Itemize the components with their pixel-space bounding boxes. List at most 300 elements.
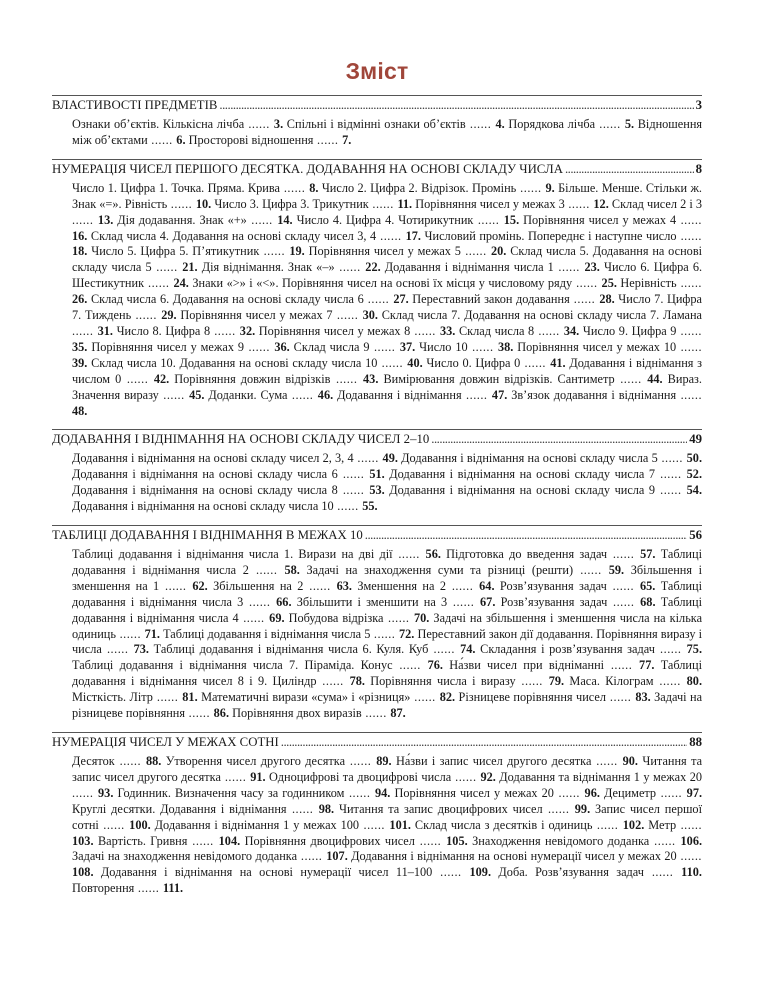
lesson-title: Додавання і віднімання на основі складу числа 8 (72, 483, 338, 498)
lesson-title: Склад числа 6. Додавання на основі складу числа 6 (90, 292, 364, 307)
lesson-dot-leader: ...... (98, 817, 130, 832)
lesson-dot-leader: ...... (244, 339, 275, 354)
lesson-page-number: 96. (584, 785, 600, 800)
lesson-dot-leader: ...... (370, 626, 399, 641)
lesson-title: Більше. Менше. Стільки ж. Знак «=». Рівність (72, 180, 703, 211)
lesson-entry[interactable] (72, 181, 318, 195)
lesson-dot-leader: ...... (220, 769, 251, 784)
lesson-title: Порівняння чисел у межах 8 (258, 323, 411, 338)
lesson-page-number: 107. (326, 849, 348, 864)
lesson-page-number: 15. (503, 212, 520, 227)
lesson-dot-leader: ...... (607, 594, 641, 609)
lesson-entry[interactable] (72, 849, 348, 863)
lesson-entry[interactable] (72, 754, 161, 768)
lesson-dot-leader: ...... (316, 674, 350, 689)
lesson-title: Порівняння чисел у межах 9 (91, 339, 245, 354)
lesson-entry[interactable] (415, 818, 644, 832)
dot-leader (365, 528, 687, 543)
lesson-title: Таблиці додавання і віднімання числа 7. Піраміда. Конус (72, 658, 393, 673)
lesson-title: Підготовка до введення задач (446, 547, 608, 562)
lesson-title: Збільшення і зменшення на 1 (72, 562, 703, 593)
lesson-page-number: 14. (277, 212, 293, 227)
lesson-title: Запис чисел першої сотні (72, 801, 702, 832)
lesson-entry[interactable] (480, 642, 702, 656)
lesson-entry[interactable] (72, 881, 183, 895)
lesson-page-number: 56. (425, 547, 441, 562)
lesson-entry[interactable] (446, 547, 655, 561)
lesson-entry[interactable] (412, 292, 614, 306)
lesson-page-number: 101. (389, 817, 411, 832)
lesson-title: Порівняння двох виразів (232, 706, 362, 721)
lesson-title: Число 1. Цифра 1. Точка. Пряма. Крива (72, 180, 280, 195)
lesson-title: Порівняння двоцифрових чисел (244, 833, 415, 848)
lesson-entry[interactable] (72, 467, 385, 481)
lesson-dot-leader: ...... (516, 180, 546, 195)
lesson-title: Задачі на різницеве порівняння (72, 690, 703, 721)
lesson-title: Число 5. Цифра 5. П’ятикутник (91, 244, 260, 259)
lesson-title: Додавання і віднімання на основі нумерації чисел у межах 20 (351, 849, 677, 864)
lesson-title: Склад числа 5. Додавання на основі складу числа 5 (72, 244, 703, 275)
lesson-entry[interactable] (322, 181, 555, 195)
lesson-dot-leader: ...... (131, 308, 162, 323)
lesson-page-number: 37. (399, 339, 416, 354)
lesson-entry[interactable] (202, 260, 381, 274)
lesson-dot-leader: ...... (159, 578, 193, 593)
lesson-dot-leader: ...... (465, 117, 496, 131)
lesson-page-number: 91. (250, 769, 266, 784)
lesson-page-number: 74. (460, 642, 476, 657)
lesson-dot-leader: ...... (158, 387, 190, 402)
lesson-title: Порівняння довжин відрізків (174, 371, 331, 386)
lesson-title: Число 0. Цифра 0 (426, 355, 521, 370)
lesson-entry[interactable] (389, 467, 702, 481)
lesson-dot-leader: ...... (676, 817, 703, 832)
lesson-page-number: 100. (129, 817, 151, 832)
lesson-entry[interactable] (245, 834, 468, 848)
section-page-number: 56 (689, 528, 702, 543)
section-heading[interactable] (52, 162, 702, 177)
lesson-entry[interactable] (415, 197, 609, 211)
lesson-dot-leader: ...... (676, 339, 703, 354)
lesson-title: Додавання і віднімання на основі складу числа 10 (72, 499, 334, 514)
lesson-page-number: 82. (439, 690, 456, 705)
lesson-entry[interactable] (389, 483, 702, 497)
lesson-title: Задачі на збільшення і зменшення числа на кілька одиниць (72, 610, 703, 641)
lesson-entry[interactable] (117, 324, 256, 338)
lesson-entry[interactable] (154, 642, 476, 656)
lesson-dot-leader: ...... (368, 196, 398, 211)
section-title: НУМЕРАЦІЯ ЧИСЕЛ ПЕРШОГО ДЕСЯТКА. ДОДАВАННЯ НА ОСНОВІ СКЛАДУ ЧИСЛА (52, 161, 563, 176)
lesson-page-number: 81. (182, 690, 198, 705)
lesson-entry[interactable] (306, 563, 624, 577)
section-page-number: 88 (689, 735, 702, 749)
lesson-dot-leader: ...... (564, 196, 594, 211)
lesson-page-number: 89. (376, 754, 392, 768)
lesson-dot-leader: ...... (445, 578, 480, 593)
lesson-page-number: 92. (480, 769, 496, 784)
lesson-title: Маса. Кілограм (569, 674, 654, 689)
lesson-entry[interactable] (426, 356, 565, 370)
lesson-dot-leader: ...... (676, 849, 702, 864)
lesson-page-number: 16. (72, 228, 88, 243)
lesson-page-number: 9. (545, 180, 555, 195)
lesson-page-number: 103. (72, 833, 94, 848)
lesson-title: Місткість. Літр (72, 690, 153, 705)
section-heading[interactable] (52, 735, 702, 750)
lesson-dot-leader: ...... (614, 371, 648, 386)
lesson-entry[interactable] (72, 499, 378, 513)
lesson-page-number: 19. (289, 244, 305, 259)
lesson-page-number: 13. (97, 212, 114, 227)
lesson-title: Побудова відрізка (288, 610, 384, 625)
lesson-page-number: 110. (681, 865, 702, 880)
lesson-entry[interactable] (459, 690, 651, 704)
lesson-title: Число 6. Цифра 6. Шестикутник (72, 260, 703, 291)
lesson-page-number: 40. (407, 355, 423, 370)
lesson-page-number: 54. (686, 483, 703, 498)
lesson-dot-leader: ...... (121, 371, 154, 386)
lesson-page-number: 48. (72, 403, 88, 418)
lesson-dot-leader: ...... (653, 674, 687, 689)
section-page-number: 8 (695, 161, 702, 176)
lesson-page-number: 52. (686, 467, 703, 482)
lesson-dot-leader: ...... (606, 578, 640, 593)
lesson-title: Математичні вирази «сума» і «різниця» (201, 690, 411, 705)
lesson-dot-leader: ...... (185, 706, 214, 721)
section-title: ВЛАСТИВОСТІ ПРЕДМЕТІВ (52, 98, 218, 112)
lesson-title: Задачі на знаходження невідомого доданка (72, 849, 298, 864)
lesson-dot-leader: ...... (515, 674, 549, 689)
lesson-entry[interactable] (91, 229, 421, 243)
lesson-entry[interactable] (180, 308, 378, 322)
lesson-page-number: 58. (284, 562, 300, 577)
lesson-entry[interactable] (508, 117, 634, 131)
lesson-dot-leader: ...... (460, 244, 491, 259)
lesson-title: Утворення чисел другого десятка (165, 754, 346, 768)
lesson-page-number: 42. (153, 371, 170, 386)
section-title: ДОДАВАННЯ І ВІДНІМАННЯ НА ОСНОВІ СКЛАДУ ЧИСЕЛ 2–10 (52, 432, 430, 447)
lesson-entry[interactable] (297, 595, 496, 609)
lesson-dot-leader: ...... (392, 658, 428, 673)
lesson-dot-leader: ...... (520, 355, 551, 370)
lesson-entry[interactable] (72, 802, 334, 816)
lesson-entry[interactable] (72, 451, 398, 465)
lesson-entry[interactable] (166, 754, 392, 768)
lesson-title: Число 10 (419, 339, 468, 354)
lesson-title: Зменшення на 2 (357, 578, 446, 593)
dot-leader (431, 432, 687, 447)
lesson-entry[interactable] (339, 802, 590, 816)
lesson-dot-leader: ...... (238, 610, 270, 625)
lesson-page-number: 71. (144, 626, 160, 641)
lesson-entry[interactable] (289, 611, 430, 625)
lesson-page-number: 28. (599, 292, 615, 307)
lesson-dot-leader: ...... (248, 562, 285, 577)
lesson-dot-leader: ...... (542, 801, 575, 816)
lesson-dot-leader: ...... (344, 785, 375, 800)
lesson-dot-leader: ...... (303, 578, 337, 593)
lesson-entry[interactable] (91, 356, 423, 370)
lesson-entry[interactable] (98, 834, 240, 848)
lesson-page-number: 109. (469, 865, 492, 880)
lesson-dot-leader: ...... (144, 276, 174, 291)
lesson-dot-leader: ...... (337, 483, 370, 498)
lesson-dot-leader: ...... (676, 387, 703, 402)
section-title: НУМЕРАЦІЯ ЧИСЕЛ У МЕЖАХ СОТНІ (52, 735, 279, 749)
lesson-title: Складання і розв’язування задач (480, 642, 655, 657)
lesson-entry[interactable] (385, 260, 600, 274)
lesson-dot-leader: ...... (363, 292, 394, 307)
toc-section (52, 95, 702, 149)
section-page-number: 49 (689, 432, 702, 447)
lesson-page-number: 41. (550, 355, 566, 370)
lesson-page-number: 94. (375, 785, 391, 800)
lesson-title: Таблиці додавання і віднімання числа 5 (163, 626, 371, 641)
section-heading[interactable] (52, 432, 702, 447)
lesson-page-number: 6. (176, 132, 186, 147)
lesson-page-number: 63. (336, 578, 352, 593)
section-lessons (72, 547, 702, 722)
lesson-entry[interactable] (163, 627, 414, 641)
lesson-page-number: 20. (490, 244, 507, 259)
lesson-page-number: 69. (269, 610, 285, 625)
lesson-page-number: 8. (309, 180, 319, 195)
lesson-dot-leader: ...... (332, 308, 363, 323)
lesson-title: Додавання і віднімання на основі нумерації чисел 11–100 (100, 865, 433, 880)
lesson-dot-leader: ...... (72, 212, 98, 227)
lesson-entry[interactable] (72, 483, 385, 497)
lesson-title: Число 7. Цифра 7. Тиждень (72, 292, 702, 323)
lesson-title: Годинник. Визначення часу за годинником (117, 785, 345, 800)
dot-leader (565, 162, 694, 177)
lesson-entry[interactable] (214, 197, 412, 211)
lesson-entry[interactable] (569, 674, 702, 688)
lesson-page-number: 43. (363, 371, 379, 386)
lesson-dot-leader: ...... (592, 817, 623, 832)
lesson-dot-leader: ...... (152, 690, 183, 705)
lesson-entry[interactable] (297, 213, 520, 227)
lesson-entry[interactable] (459, 324, 579, 338)
section-lessons (72, 181, 702, 420)
lesson-title: Порівняння чисел у межах 4 (523, 212, 677, 227)
lesson-title: Десяток (72, 754, 115, 768)
lesson-dot-leader: ...... (676, 323, 702, 338)
lesson-dot-leader: ...... (534, 323, 564, 338)
lesson-page-number: 29. (161, 308, 177, 323)
lesson-entry[interactable] (192, 276, 617, 290)
lesson-page-number: 38. (497, 339, 514, 354)
lesson-entry[interactable] (155, 818, 411, 832)
lesson-entry[interactable] (269, 770, 496, 784)
lesson-entry[interactable] (201, 690, 455, 704)
lesson-dot-leader: ...... (334, 260, 366, 275)
lesson-page-number: 106. (680, 833, 703, 848)
lesson-page-number: 88. (145, 754, 162, 768)
section-heading[interactable] (52, 98, 702, 113)
lesson-title: Задачі на знаходження суми та різниці (решти) (306, 562, 574, 577)
lesson-entry[interactable] (498, 865, 702, 879)
lesson-entry[interactable] (294, 340, 416, 354)
lesson-title: Повторення (72, 881, 135, 896)
lesson-entry[interactable] (604, 786, 702, 800)
lesson-title: Таблиці додавання і віднімання числа 1. Вирази на дві дії (72, 547, 393, 562)
lesson-page-number: 77. (639, 658, 655, 673)
lesson-entry[interactable] (72, 547, 441, 561)
lesson-title: Таблиці додавання і віднімання числа 2 (72, 547, 703, 577)
lesson-page-number: 22. (365, 260, 381, 275)
lesson-dot-leader: ...... (604, 658, 640, 673)
lesson-title: Число 3. Цифра 3. Трикутник (214, 196, 369, 211)
lesson-dot-leader: ...... (167, 196, 196, 211)
lesson-entry[interactable] (232, 706, 406, 720)
lesson-entry[interactable] (357, 579, 494, 593)
lesson-page-number: 99. (574, 801, 591, 816)
lesson-entry[interactable] (91, 244, 305, 258)
lesson-dot-leader: ...... (246, 212, 278, 227)
lesson-page-number: 87. (390, 706, 406, 721)
lesson-entry[interactable] (174, 372, 378, 386)
lesson-entry[interactable] (287, 117, 505, 131)
lesson-title: Таблиці додавання і віднімання числа 6. Куля. Куб (153, 642, 429, 657)
lesson-entry[interactable] (117, 213, 292, 227)
lesson-dot-leader: ...... (72, 323, 98, 338)
lesson-page-number: 50. (686, 451, 703, 466)
lesson-title: Нерівність (620, 276, 677, 291)
lesson-dot-leader: ...... (333, 499, 363, 514)
lesson-dot-leader: ...... (657, 451, 687, 466)
dot-leader (281, 735, 687, 750)
lesson-title: Доба. Розв’язування задач (498, 865, 644, 880)
lesson-dot-leader: ...... (451, 769, 481, 784)
lesson-dot-leader: ...... (676, 276, 703, 291)
lesson-entry[interactable] (501, 595, 656, 609)
lesson-dot-leader: ...... (361, 706, 391, 721)
lesson-entry[interactable] (449, 658, 654, 672)
lesson-title: На́зви і запис чисел другого десятка (395, 754, 592, 768)
lesson-dot-leader: ...... (297, 849, 327, 864)
lesson-title: Одноцифрові та двоцифрові числа (269, 769, 452, 784)
lesson-entry[interactable] (72, 658, 443, 672)
section-page-number: 3 (695, 98, 702, 112)
lesson-title: Ознаки об’єктів. Кількісна лічба (72, 117, 245, 131)
lesson-entry[interactable] (383, 372, 662, 386)
lesson-title: Порівняння чисел у межах 10 (517, 339, 677, 354)
lesson-title: Переставний закон дії додавання. Порівняння виразу і числа (72, 626, 703, 657)
lesson-entry[interactable] (401, 451, 702, 465)
lesson-title: Число 8. Цифра 8 (116, 323, 211, 338)
lesson-dot-leader: ...... (313, 132, 343, 147)
lesson-page-number: 4. (495, 117, 505, 131)
lesson-entry[interactable] (337, 388, 507, 402)
lesson-title: Додавання та віднімання 1 у межах 20 (499, 769, 702, 784)
lesson-page-number: 30. (362, 308, 378, 323)
lesson-entry[interactable] (370, 674, 564, 688)
lesson-page-number: 32. (239, 323, 256, 338)
lesson-dot-leader: ...... (114, 754, 146, 768)
lesson-entry[interactable] (72, 117, 283, 131)
lesson-page-number: 53. (369, 483, 385, 498)
lesson-page-number: 10. (195, 196, 212, 211)
lesson-entry[interactable] (101, 865, 491, 879)
lesson-page-number: 44. (647, 371, 663, 386)
lesson-dot-leader: ...... (643, 865, 682, 880)
lesson-page-number: 83. (635, 690, 651, 705)
sections-container (52, 95, 702, 897)
lesson-page-number: 36. (274, 339, 290, 354)
lesson-page-number: 93. (98, 785, 114, 800)
lesson-dot-leader: ...... (591, 754, 623, 768)
lesson-entry[interactable] (396, 754, 638, 768)
lesson-entry[interactable] (259, 324, 456, 338)
lesson-dot-leader: ...... (287, 387, 318, 402)
lesson-page-number: 34. (563, 323, 580, 338)
lesson-dot-leader: ...... (553, 785, 585, 800)
lesson-title: Додавання і віднімання на основі складу числа 5 (401, 451, 658, 466)
lesson-dot-leader: ...... (414, 833, 447, 848)
lesson-title: Різницеве порівняння чисел (458, 690, 606, 705)
lesson-page-number: 97. (686, 785, 703, 800)
lesson-title: Відношення між об’єктами (72, 117, 703, 147)
lesson-title: Склад числа 10. Додавання на основі складу числа 10 (91, 355, 378, 370)
lesson-title: Додавання і віднімання з числом 0 (72, 355, 703, 386)
lesson-entry[interactable] (472, 834, 702, 848)
lesson-dot-leader: ...... (286, 801, 319, 816)
lesson-page-number: 11. (397, 196, 413, 211)
lesson-entry[interactable] (91, 340, 289, 354)
lesson-title: Число 4. Цифра 4. Чотирикутник (296, 212, 474, 227)
lesson-dot-leader: ...... (392, 547, 426, 562)
lesson-title: Склад чисел 2 і 3 (611, 196, 702, 211)
lesson-page-number: 68. (640, 594, 656, 609)
lesson-entry[interactable] (117, 786, 390, 800)
lesson-title: Таблиці додавання і віднімання чисел 8 і 9. Циліндр (72, 658, 703, 689)
lesson-page-number: 105. (446, 833, 468, 848)
lesson-entry[interactable] (208, 388, 333, 402)
lesson-title: Метр (648, 817, 677, 832)
lesson-entry[interactable] (309, 244, 507, 258)
lesson-entry[interactable] (394, 786, 599, 800)
section-heading[interactable] (52, 528, 702, 543)
lesson-title: Порівняння числа і виразу (370, 674, 516, 689)
lesson-dot-leader: ...... (553, 260, 585, 275)
lesson-dot-leader: ...... (654, 642, 687, 657)
lesson-page-number: 47. (491, 387, 508, 402)
lesson-entry[interactable] (500, 579, 655, 593)
lesson-title: Знаходження невідомого доданка (472, 833, 650, 848)
lesson-page-number: 111. (162, 881, 184, 896)
lesson-dot-leader: ...... (595, 117, 625, 131)
lesson-dot-leader: ...... (345, 754, 377, 768)
lesson-page-number: 18. (72, 244, 88, 259)
lesson-page-number: 39. (72, 355, 88, 370)
lesson-title: Порівняння чисел у межах 3 (415, 196, 565, 211)
lesson-title: Дія додавання. Знак «+» (117, 212, 247, 227)
lesson-entry[interactable] (189, 133, 352, 147)
lesson-entry[interactable] (213, 579, 352, 593)
lesson-dot-leader: ...... (569, 292, 600, 307)
lesson-dot-leader: ...... (330, 371, 364, 386)
lesson-dot-leader: ...... (467, 339, 498, 354)
lesson-page-number: 73. (133, 642, 149, 657)
lesson-title: На́зви чисел при відніманні (449, 658, 605, 673)
lesson-entry[interactable] (72, 690, 198, 704)
lesson-entry[interactable] (419, 340, 513, 354)
lesson-title: Дециметр (604, 785, 657, 800)
lesson-entry[interactable] (91, 292, 409, 306)
lesson-title: Вимірювання довжин відрізків. Сантиметр (383, 371, 615, 386)
section-lessons (72, 754, 702, 897)
lesson-dot-leader: ...... (383, 610, 414, 625)
